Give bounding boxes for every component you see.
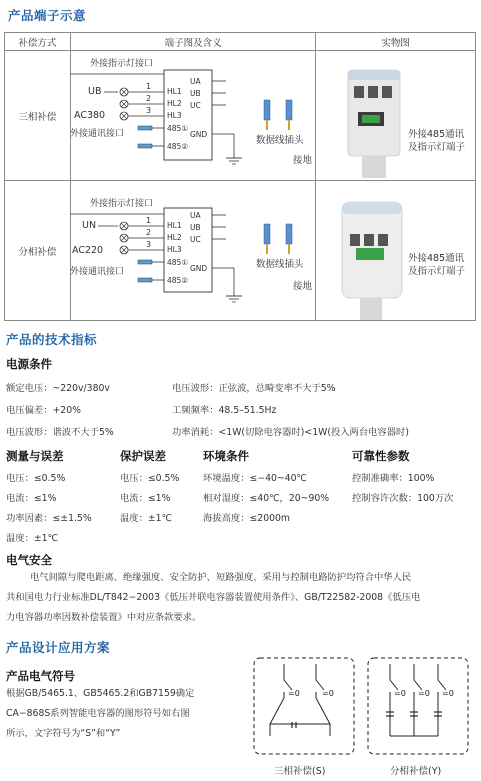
zero-label: =0 [442,689,454,698]
power-title: 电源条件 [6,357,52,371]
symbol-three-phase [252,656,356,756]
measure-item: 电压：≤0.5% [6,473,66,484]
safety-line: 力电容器功率因数补偿装置》中对应条款要求。 [6,612,202,623]
safety-line: 电气间隙与爬电距离、绝缘强度、安全防护、短路强度、采用与控制电路防护均符合中华人民 [30,572,412,583]
measure-item: 温度：±1℃ [6,533,59,544]
symbol-line: 根据GB/5465.1、GB5465.2和GB7159确定 [6,688,195,699]
measure-item: 功率因素：≤±1.5% [6,513,92,524]
table-header-diagram: 端子图及含义 [70,33,315,51]
power-harmonic: 电压波形：谐波不大于5% [6,427,114,438]
env-item: 相对湿度：≤40℃，20~90% [203,493,330,504]
comm-port-label: 外接通讯接口 [70,267,125,277]
svg-text:UA: UA [190,211,201,220]
comm-port-label: 外接通讯接口 [70,129,125,139]
pin-1-label: 1 [146,82,152,91]
caption-split-phase: 分相补偿(Y) [390,766,442,777]
pin-1-label: 1 [146,216,152,225]
svg-text:UB: UB [190,223,201,232]
section-title-terminals: 产品端子示意 [8,8,87,23]
table-row-mode: 三相补偿 [5,51,71,181]
svg-text:UC: UC [190,101,201,110]
safety-line: 共和国电力行业标准DL/T842−2003《低压并联电容器装置使用条件》、GB/T22582-2008《低压电 [6,592,421,603]
power-rated-voltage: 额定电压：~220v/380v [6,383,110,394]
symbol-split-phase [366,656,470,756]
svg-text:HL1: HL1 [167,87,182,96]
measure-item: 电流：≤1% [6,493,57,504]
safety-text [6,568,476,628]
photo-label-comm: 外接485通讯 [408,253,465,264]
env-item: 环境温度：≤−40~40℃ [203,473,307,484]
pin-2-label: 2 [146,228,152,237]
zero-label: =0 [322,689,334,698]
svg-text:HL3: HL3 [167,111,182,120]
zero-label: =0 [418,689,430,698]
reliability-item: 控制准确率：100% [352,473,435,484]
table-header-mode: 补偿方式 [5,33,71,51]
power-deviation: 电压偏差：+20% [6,405,81,416]
symbol-title: 产品电气符号 [6,669,75,683]
svg-text:485②: 485② [167,276,189,285]
svg-text:UB: UB [190,89,201,98]
line-left-label: UN [82,220,97,231]
power-consumption: 功率消耗：<1W(切除电容器时)<1W(投入两台电容器时) [172,427,409,438]
reliability-item: 控制容许次数：100万次 [352,493,454,504]
svg-text:UC: UC [190,235,201,244]
measure-title: 测量与误差 [6,449,64,463]
svg-text:485②: 485② [167,142,189,151]
table-header-photo: 实物图 [316,33,476,51]
photo-label-ground: 接地 [293,155,313,166]
zero-label: =0 [288,689,300,698]
voltage-label: AC220 [72,245,104,256]
section-title-design: 产品设计应用方案 [6,640,111,655]
pin-2-label: 2 [146,94,152,103]
env-title: 环境条件 [203,449,249,463]
symbol-line: CA−868S系列智能电容器的图形符号如右图 [6,708,190,719]
svg-text:HL3: HL3 [167,245,182,254]
protect-item: 电压：≤0.5% [120,473,180,484]
voltage-label: AC380 [74,110,106,121]
svg-text:UA: UA [190,77,201,86]
photo-label-plug: 数据线插头 [256,135,304,146]
symbol-line: 所示，文字符号为“S”和“Y” [6,728,121,739]
symbol-text [6,684,246,744]
pin-3-label: 3 [146,106,152,115]
svg-text:485①: 485① [167,124,189,133]
photo-label-plug: 数据线插头 [256,259,304,270]
svg-text:485①: 485① [167,258,189,267]
caption-three-phase: 三相补偿(S) [274,766,326,777]
section-title-tech: 产品的技术指标 [6,332,98,347]
power-waveform: 电压波形：正弦波，总畸变率不大于5% [172,383,336,394]
device-photo-three-phase [250,52,476,182]
power-frequency: 工频频率：48.5–51.5Hz [172,405,277,416]
reliability-title: 可靠性参数 [352,449,410,463]
photo-label-comm2: 及指示灯端子 [408,142,466,153]
zero-label: =0 [394,689,406,698]
protect-item: 电流：≤1% [120,493,171,504]
svg-text:HL1: HL1 [167,221,182,230]
line-left-label: UB [88,86,102,97]
indicator-port-label: 外接指示灯接口 [90,59,154,69]
pin-3-label: 3 [146,240,152,249]
table-row-mode: 分相补偿 [5,181,71,321]
svg-text:HL2: HL2 [167,99,182,108]
indicator-port-label: 外接指示灯接口 [90,199,154,209]
photo-label-comm: 外接485通讯 [408,129,465,140]
safety-title: 电气安全 [6,553,52,567]
photo-label-ground: 接地 [293,281,313,292]
protect-title: 保护误差 [120,449,166,463]
svg-text:GND: GND [190,264,208,273]
photo-label-comm2: 及指示灯端子 [408,266,466,277]
svg-text:GND: GND [190,130,208,139]
svg-text:HL2: HL2 [167,233,182,242]
env-item: 海拔高度：≤2000m [203,513,290,524]
protect-item: 温度：±1℃ [120,513,173,524]
